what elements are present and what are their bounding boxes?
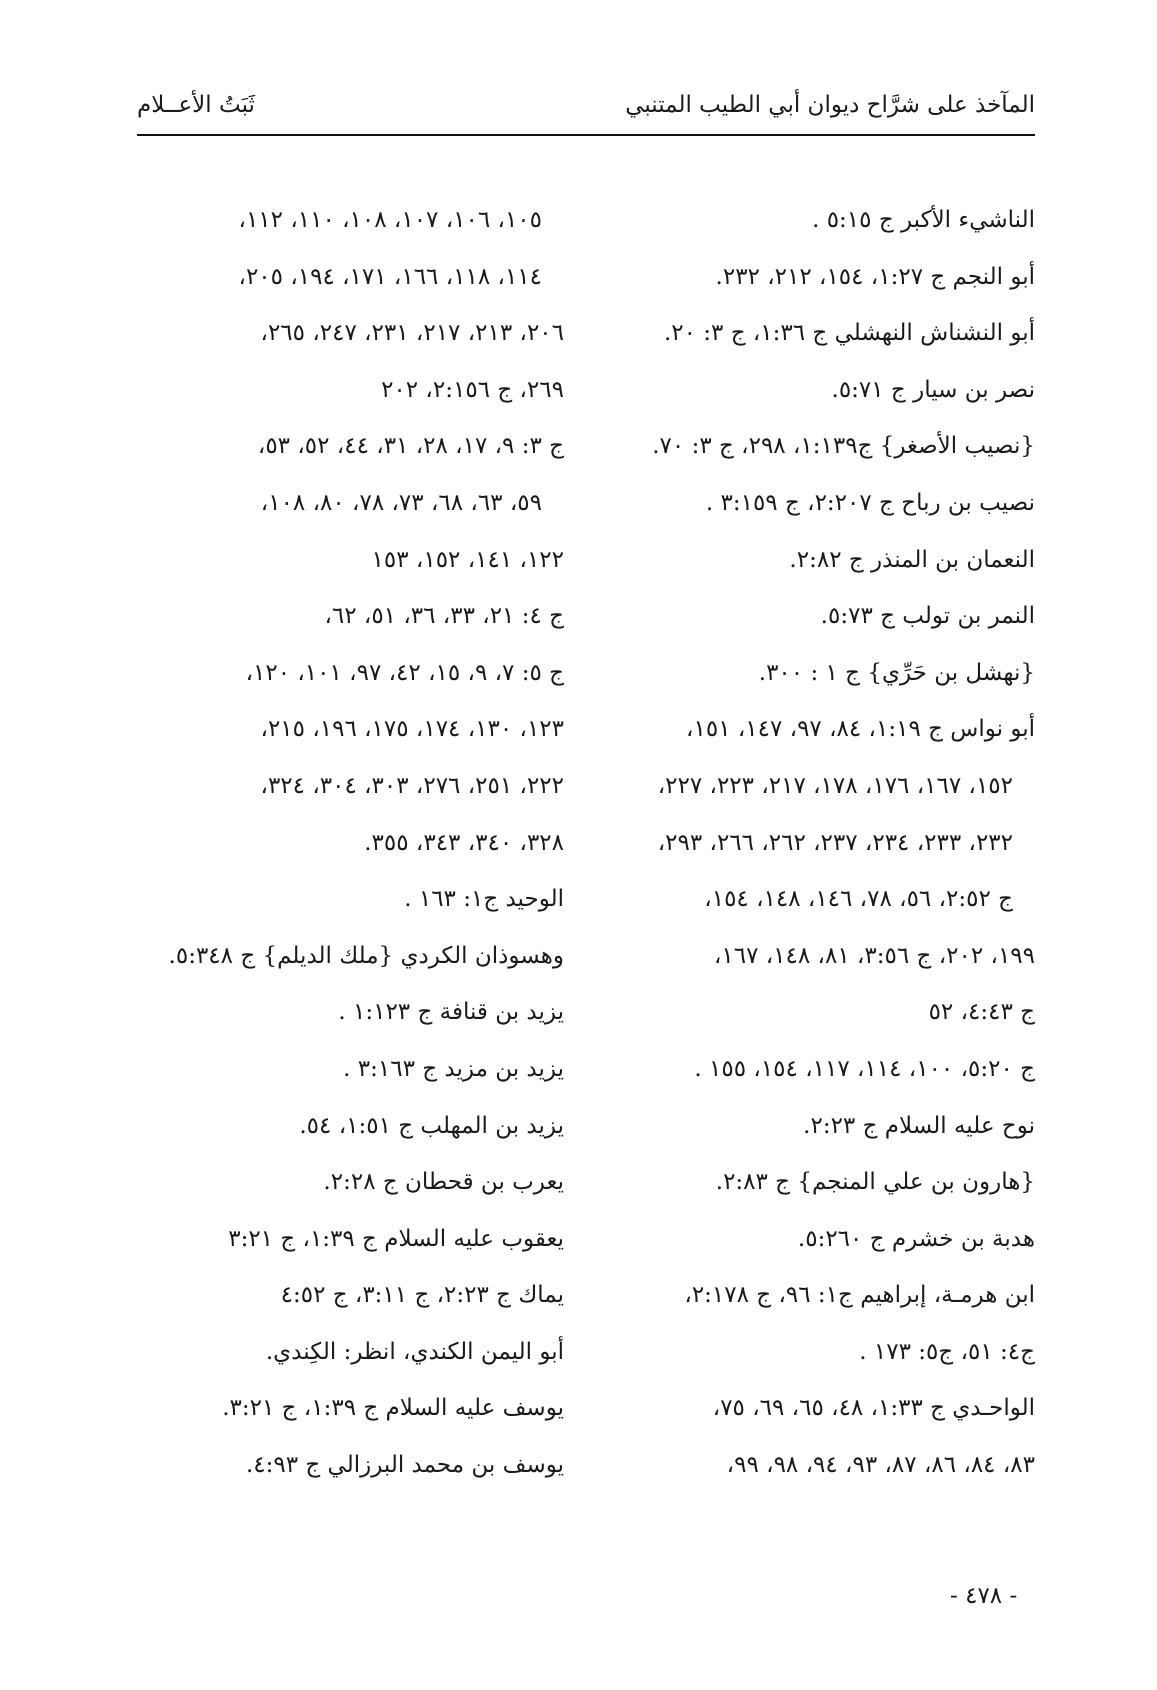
index-entry: {هارون بن علي المنجم} ج ٢:٨٣.	[715, 1169, 1035, 1196]
index-entry: ٢٦٩، ج ٢:١٥٦، ٢٠٢	[381, 376, 564, 403]
index-entry: ج ٤:٤٣، ٥٢	[928, 999, 1035, 1026]
index-entry: نصر بن سيار ج ٥:٧١.	[831, 376, 1035, 403]
section-title: ثَبَتُ الأعــلام	[137, 92, 255, 118]
index-entry: يزيد بن مزيد ج ٣:١٦٣ .	[343, 1055, 564, 1082]
index-entry: ١٩٩، ٢٠٢، ج ٣:٥٦، ٨١، ١٤٨، ١٦٧،	[713, 942, 1035, 969]
index-entry: ج ٤: ٢١، ٣٣، ٣٦، ٥١، ٦٢،	[324, 603, 564, 630]
index-entry: ٢٢٢، ٢٥١، ٢٧٦، ٣٠٣، ٣٠٤، ٣٢٤،	[260, 772, 564, 799]
index-entry: ٢٣٢، ٢٣٣، ٢٣٤، ٢٣٧، ٢٦٢، ٢٦٦، ٢٩٣،	[657, 829, 1013, 856]
index-entry: يوسف بن محمد البرزالي ج ٤:٩٣.	[245, 1452, 564, 1479]
index-entry: ج ٥:٢٠، ١٠٠، ١١٤، ١١٧، ١٥٤، ١٥٥ .	[694, 1055, 1035, 1082]
index-entry: ج ٣: ٩، ١٧، ٢٨، ٣١، ٤٤، ٥٢، ٥٣،	[257, 433, 564, 460]
index-entry: يوسف عليه السلام ج ١:٣٩، ج ٣:٢١.	[222, 1395, 564, 1422]
index-entry: النمر بن تولب ج ٥:٧٣.	[820, 603, 1035, 630]
index-entry: نصيب بن رباح ج ٢:٢٠٧، ج ٣:١٥٩ .	[705, 489, 1035, 516]
index-entry: ١٠٥، ١٠٦، ١٠٧، ١٠٨، ١١٠، ١١٢،	[238, 207, 542, 233]
index-entry: الناشيء الأكبر ج ٥:١٥ .	[812, 207, 1035, 233]
index-entry: نوح عليه السلام ج ٢:٢٣.	[803, 1112, 1035, 1139]
index-entry: الوحيد ج١: ١٦٣ .	[404, 886, 564, 913]
index-entry: يعرب بن قحطان ج ٢:٢٨.	[323, 1169, 564, 1196]
index-entry: أبو النشناش النهشلي ج ١:٣٦، ج ٣: ٢٠.	[663, 320, 1035, 347]
index-entry: {نهشل بن حَرِّي} ج ١ : ٣٠٠.	[758, 659, 1035, 686]
index-column-left	[134, 192, 564, 1494]
index-entry: يماك ج ٢:٢٣، ج ٣:١١، ج ٤:٥٢	[280, 1282, 564, 1309]
index-entry: ابن هرمـة، إبراهيم ج١: ٩٦، ج ٢:١٧٨،	[684, 1282, 1035, 1309]
running-title: المآخذ على شرَّاح ديوان أبي الطيب المتنبي	[625, 92, 1035, 118]
index-entry: أبو اليمن الكندي، انظر: الكِندي.	[265, 1338, 564, 1365]
index-entry: الواحـدي ج ١:٣٣، ٤٨، ٦٥، ٦٩، ٧٥،	[712, 1395, 1035, 1422]
index-entry: ج ٢:٥٢، ٥٦، ٧٨، ١٤٦، ١٤٨، ١٥٤،	[704, 886, 1013, 913]
index-entry: {نصيب الأصغر} ج١:١٣٩، ٢٩٨، ج ٣: ٧٠.	[652, 433, 1035, 460]
index-entry: وهسوذان الكردي {ملك الديلم} ج ٥:٣٤٨.	[168, 942, 564, 969]
index-entry: ٥٩، ٦٣، ٦٨، ٧٣، ٧٨، ٨٠، ١٠٨،	[260, 489, 542, 516]
page-header	[137, 86, 1035, 136]
index-entry: هدبة بن خشرم ج ٥:٢٦٠.	[797, 1225, 1035, 1252]
index-entry: ١١٤، ١١٨، ١٦٦، ١٧١، ١٩٤، ٢٠٥،	[238, 263, 542, 290]
index-entry: ج ٥: ٧، ٩، ١٥، ٤٢، ٩٧، ١٠١، ١٢٠،	[245, 659, 564, 686]
index-entry: ج٤: ٥١، ج٥: ١٧٣ .	[859, 1338, 1035, 1365]
index-entry: ١٢٢، ١٤١، ١٥٢، ١٥٣	[371, 546, 564, 573]
index-entry: ١٢٣، ١٣٠، ١٧٤، ١٧٥، ١٩٦، ٢١٥،	[260, 716, 564, 743]
index-entry: النعمان بن المنذر ج ٢:٨٢.	[789, 546, 1035, 573]
index-entry: يزيد بن قنافة ج ١:١٢٣ .	[338, 999, 564, 1026]
index-entry: ٢٠٦، ٢١٣، ٢١٧، ٢٣١، ٢٤٧، ٢٦٥،	[260, 320, 564, 347]
index-column-right	[605, 192, 1035, 1494]
index-entry: أبو النجم ج ١:٢٧، ١٥٤، ٢١٢، ٢٣٢.	[715, 263, 1035, 290]
index-entry: أبو نواس ج ١:١٩، ٨٤، ٩٧، ١٤٧، ١٥١،	[686, 716, 1035, 743]
index-entry: ١٥٢، ١٦٧، ١٧٦، ١٧٨، ٢١٧، ٢٢٣، ٢٢٧،	[657, 772, 1013, 799]
page-number: - ٤٧٨ -	[950, 1583, 1018, 1609]
index-entry: يعقوب عليه السلام ج ١:٣٩، ج ٣:٢١	[228, 1225, 564, 1252]
index-entry: يزيد بن المهلب ج ١:٥١، ٥٤.	[299, 1112, 564, 1139]
index-entry: ٣٢٨، ٣٤٠، ٣٤٣، ٣٥٥.	[364, 829, 564, 856]
index-entry: ٨٣، ٨٤، ٨٦، ٨٧، ٩٣، ٩٤، ٩٨، ٩٩،	[726, 1452, 1035, 1479]
